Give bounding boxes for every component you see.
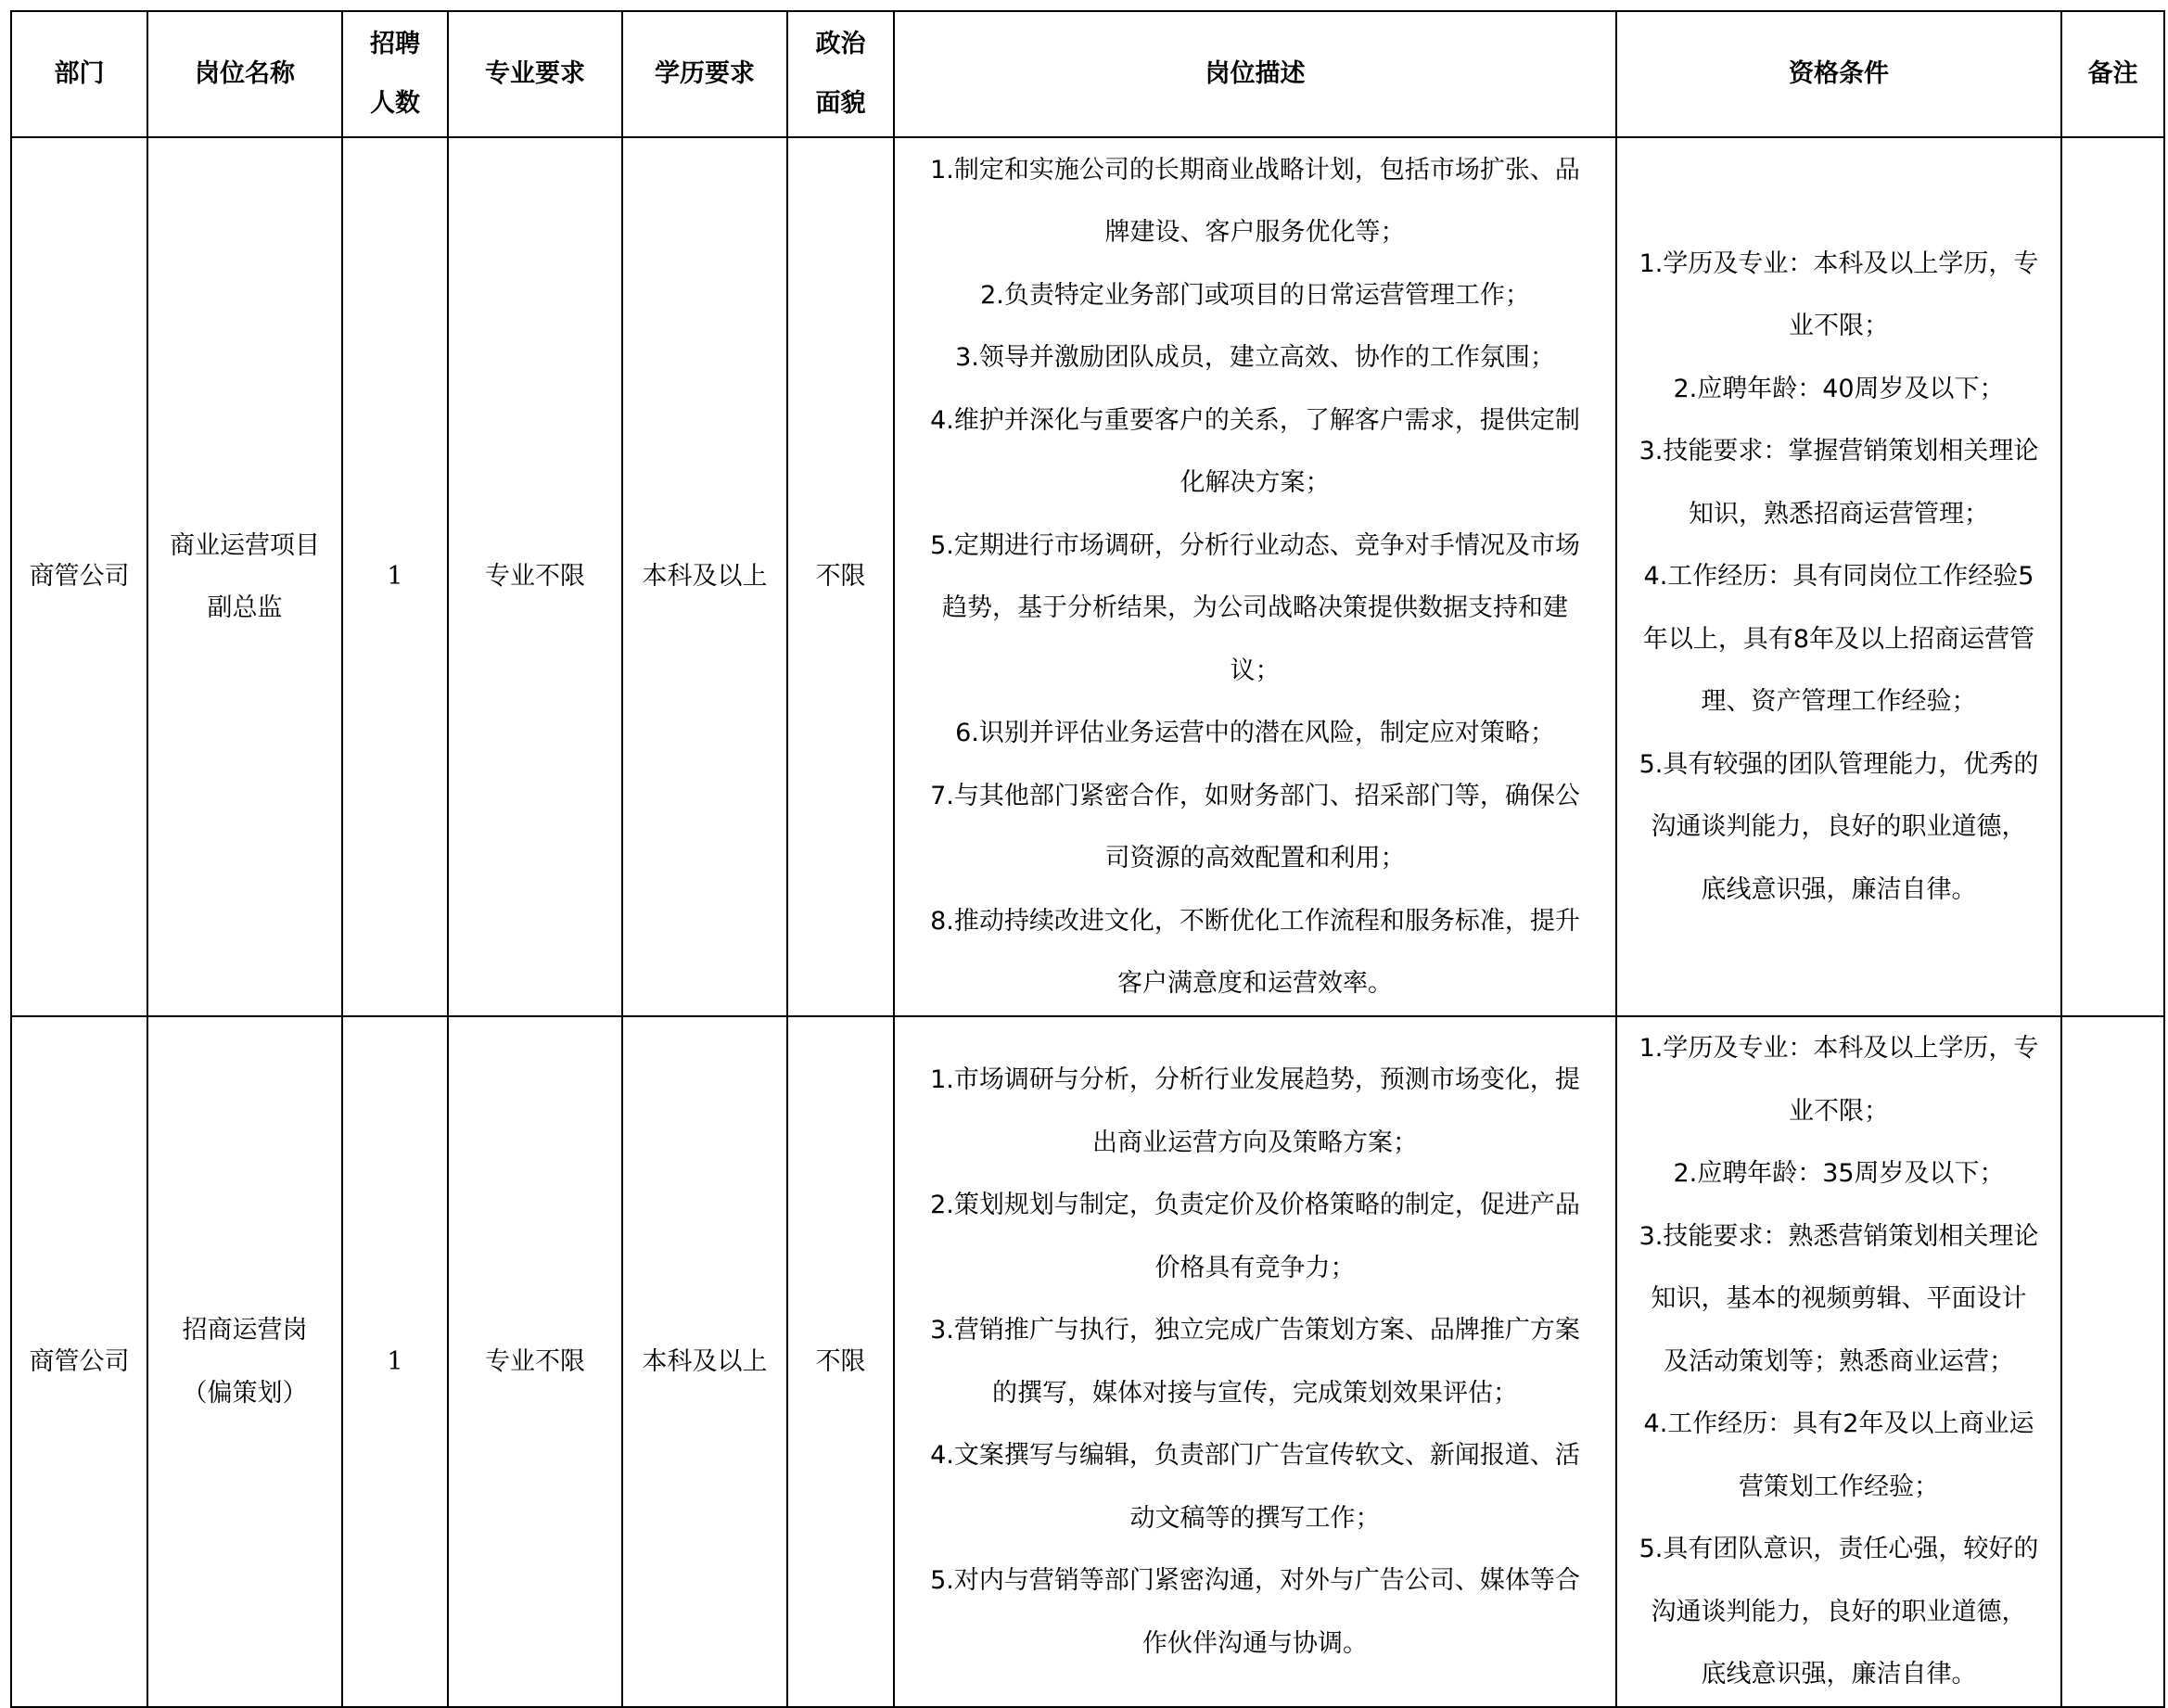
description-line: 6.识别并评估业务运营中的潜在风险，制定应对策略； xyxy=(955,719,1555,747)
qualification-line: 知识，基本的视频剪辑、平面设计 xyxy=(1651,1284,2027,1314)
position-line: （偏策划） xyxy=(182,1378,308,1408)
table-row xyxy=(11,137,2164,1016)
header-qualification: 资格条件 xyxy=(1616,11,2061,137)
description-line: 1.制定和实施公司的长期商业战略计划，包括市场扩张、品 xyxy=(930,155,1580,185)
qualification-line: 沟通谈判能力，良好的职业道德， xyxy=(1651,1597,2027,1626)
qualification-line: 理、资产管理工作经验； xyxy=(1701,687,1977,717)
header-political xyxy=(787,11,894,137)
qualification-line: 1.学历及专业：本科及以上学历，专 xyxy=(1639,1034,2039,1064)
cell-count: 1 xyxy=(342,1016,448,1707)
description-line: 3.营销推广与执行，独立完成广告策划方案、品牌推广方案 xyxy=(930,1316,1580,1345)
qualification-line: 2.应聘年龄：40周岁及以下； xyxy=(1673,374,2005,403)
description-line: 动文稿等的撰写工作； xyxy=(1129,1503,1381,1533)
description-line: 司资源的高效配置和利用； xyxy=(1104,844,1406,873)
qualification-line: 及活动策划等；熟悉商业运营； xyxy=(1664,1346,2014,1376)
position-line: 商业运营项目 xyxy=(170,530,320,560)
description-line: 4.维护并深化与重要客户的关系，了解客户需求，提供定制 xyxy=(930,405,1580,435)
cell-political: 不限 xyxy=(787,137,894,1016)
qualification-line: 2.应聘年龄：35周岁及以下； xyxy=(1673,1159,2005,1189)
description-line: 7.与其他部门紧密合作，如财务部门、招采部门等，确保公 xyxy=(930,781,1580,810)
cell-dept: 商管公司 xyxy=(11,137,147,1016)
description-line: 作伙伴沟通与协调。 xyxy=(1142,1628,1368,1658)
qualification-line: 5.具有团队意识，责任心强，较好的 xyxy=(1639,1535,2039,1564)
description-line: 牌建设、客户服务优化等； xyxy=(1104,218,1406,247)
description-line: 2.策划规划与制定，负责定价及价格策略的制定，促进产品 xyxy=(930,1191,1580,1219)
cell-remark xyxy=(2061,137,2164,1016)
cell-remark xyxy=(2061,1016,2164,1707)
qualification-line: 营策划工作经验； xyxy=(1739,1472,1939,1501)
qualification-line: 年以上，具有8年及以上招商运营管 xyxy=(1642,624,2035,654)
description-line: 的撰写，媒体对接与宣传，完成策划效果评估； xyxy=(992,1378,1518,1408)
header-political-line1: 政治 xyxy=(815,30,866,58)
qualification-line: 4.工作经历：具有2年及以上商业运 xyxy=(1643,1409,2034,1439)
qualification-line: 沟通谈判能力，良好的职业道德， xyxy=(1651,812,2027,842)
recruitment-table xyxy=(10,10,2165,1708)
cell-position xyxy=(147,1016,342,1707)
cell-description xyxy=(894,1016,1616,1707)
description-line: 5.定期进行市场调研，分析行业动态、竞争对手情况及市场 xyxy=(930,530,1580,560)
description-line: 5.对内与营销等部门紧密沟通，对外与广告公司、媒体等合 xyxy=(930,1566,1580,1595)
cell-position xyxy=(147,137,342,1016)
header-count-line2: 人数 xyxy=(370,89,420,118)
qualification-line: 业不限； xyxy=(1789,312,1889,341)
header-dept: 部门 xyxy=(11,11,147,137)
header-remark: 备注 xyxy=(2061,11,2164,137)
qualification-line: 知识，熟悉招商运营管理； xyxy=(1689,499,1989,529)
qualification-line: 5.具有较强的团队管理能力，优秀的 xyxy=(1639,749,2039,779)
description-line: 出商业运营方向及策略方案； xyxy=(1092,1128,1418,1157)
cell-education: 本科及以上 xyxy=(622,137,787,1016)
qualification-line: 4.工作经历：具有同岗位工作经验5 xyxy=(1643,562,2034,592)
cell-dept: 商管公司 xyxy=(11,1016,147,1707)
qualification-line: 底线意识强，廉洁自律。 xyxy=(1701,874,1977,904)
header-major: 专业要求 xyxy=(448,11,622,137)
header-education: 学历要求 xyxy=(622,11,787,137)
description-line: 8.推动持续改进文化，不断优化工作流程和服务标准，提升 xyxy=(930,906,1580,936)
description-line: 2.负责特定业务部门或项目的日常运营管理工作； xyxy=(980,280,1530,310)
cell-major: 专业不限 xyxy=(448,1016,622,1707)
qualification-line: 业不限； xyxy=(1789,1096,1889,1126)
cell-education: 本科及以上 xyxy=(622,1016,787,1707)
qualification-line: 1.学历及专业：本科及以上学历，专 xyxy=(1639,249,2039,278)
header-description: 岗位描述 xyxy=(894,11,1616,137)
cell-political: 不限 xyxy=(787,1016,894,1707)
qualification-line: 底线意识强，廉洁自律。 xyxy=(1701,1660,1977,1689)
cell-qualification xyxy=(1616,1016,2061,1707)
qualification-line: 3.技能要求：熟悉营销策划相关理论 xyxy=(1639,1221,2039,1251)
cell-qualification xyxy=(1616,137,2061,1016)
header-count-line1: 招聘 xyxy=(370,30,420,58)
cell-count: 1 xyxy=(342,137,448,1016)
cell-description xyxy=(894,137,1616,1016)
description-line: 4.文案撰写与编辑，负责部门广告宣传软文、新闻报道、活 xyxy=(930,1441,1580,1470)
description-line: 趋势，基于分析结果，为公司战略决策提供数据支持和建 xyxy=(942,593,1568,622)
header-row xyxy=(11,11,2164,137)
position-line: 招商运营岗 xyxy=(182,1316,308,1345)
table-row xyxy=(11,1016,2164,1707)
qualification-line: 3.技能要求：掌握营销策划相关理论 xyxy=(1639,437,2039,466)
description-line: 化解决方案； xyxy=(1180,468,1331,497)
description-line: 1.市场调研与分析，分析行业发展趋势，预测市场变化，提 xyxy=(930,1065,1580,1094)
cell-major: 专业不限 xyxy=(448,137,622,1016)
description-line: 议； xyxy=(1230,656,1281,685)
header-political-line2: 面貌 xyxy=(815,89,866,118)
description-line: 客户满意度和运营效率。 xyxy=(1117,969,1393,998)
header-count xyxy=(342,11,448,137)
description-line: 3.领导并激励团队成员，建立高效、协作的工作氛围； xyxy=(955,343,1555,372)
position-line: 副总监 xyxy=(207,593,283,622)
header-position: 岗位名称 xyxy=(147,11,342,137)
description-line: 价格具有竞争力； xyxy=(1154,1253,1356,1282)
